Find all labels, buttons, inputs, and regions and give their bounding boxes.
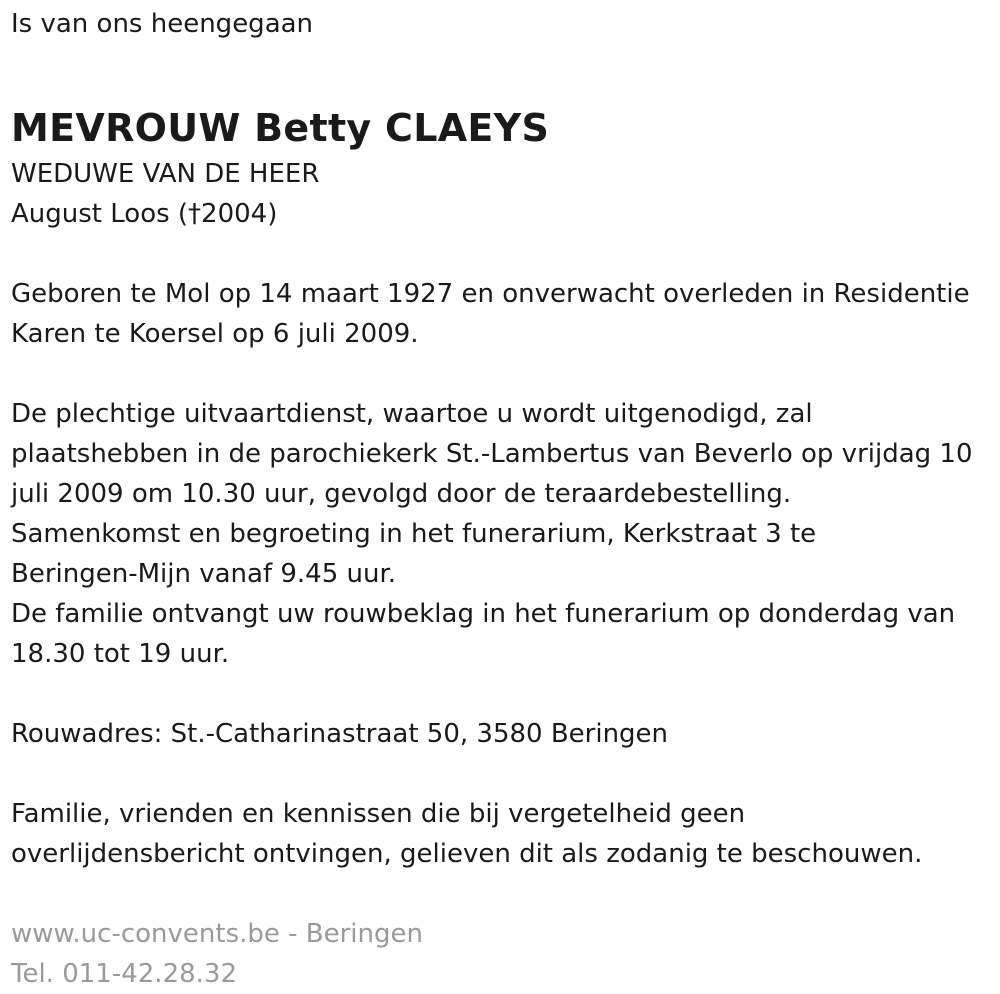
paragraph-line: 18.30 tot 19 uur. [11, 639, 230, 669]
paragraph-line: De familie ontvangt uw rouwbeklag in het funerarium op donderdag van [11, 599, 956, 629]
spacer [11, 234, 996, 274]
funeral-home-phone: Tel. 011-42.28.32 [11, 959, 238, 989]
spacer [11, 874, 996, 914]
service-paragraph [11, 394, 996, 674]
spacer [11, 354, 996, 394]
paragraph-line: Samenkomst en begroeting in het funerarium, Kerkstraat 3 te [11, 519, 817, 549]
spacer [11, 754, 996, 794]
paragraph-line: overlijdensbericht ontvingen, gelieven dit als zodanig te beschouwen. [11, 839, 923, 869]
paragraph-line: juli 2009 om 10.30 uur, gevolgd door de teraardebestelling. [11, 479, 792, 509]
mourning-address: Rouwadres: St.-Catharinastraat 50, 3580 Beringen [11, 719, 669, 749]
spacer [11, 674, 996, 714]
obituary-notice [11, 0, 996, 994]
spouse-name: August Loos (†2004) [11, 199, 278, 229]
paragraph-line: Karen te Koersel op 6 juli 2009. [11, 319, 419, 349]
paragraph-line: De plechtige uitvaartdienst, waartoe u wordt uitgenodigd, zal [11, 399, 813, 429]
paragraph-line: Familie, vrienden en kennissen die bij vergetelheid geen [11, 799, 746, 829]
birth-death-paragraph [11, 274, 996, 354]
paragraph-line: plaatshebben in de parochiekerk St.-Lambertus van Beverlo op vrijdag 10 [11, 439, 973, 469]
spouse-title: WEDUWE VAN DE HEER [11, 159, 320, 189]
funeral-home-footer [11, 914, 996, 994]
paragraph-line: Beringen-Mijn vanaf 9.45 uur. [11, 559, 397, 589]
intro-text: Is van ons heengegaan [11, 9, 314, 39]
deceased-name: MEVROUW Betty CLAEYS [11, 106, 550, 150]
notice-paragraph [11, 794, 996, 874]
paragraph-line: Geboren te Mol op 14 maart 1927 en onverwacht overleden in Residentie [11, 279, 970, 309]
funeral-home-website: www.uc-convents.be - Beringen [11, 919, 423, 949]
